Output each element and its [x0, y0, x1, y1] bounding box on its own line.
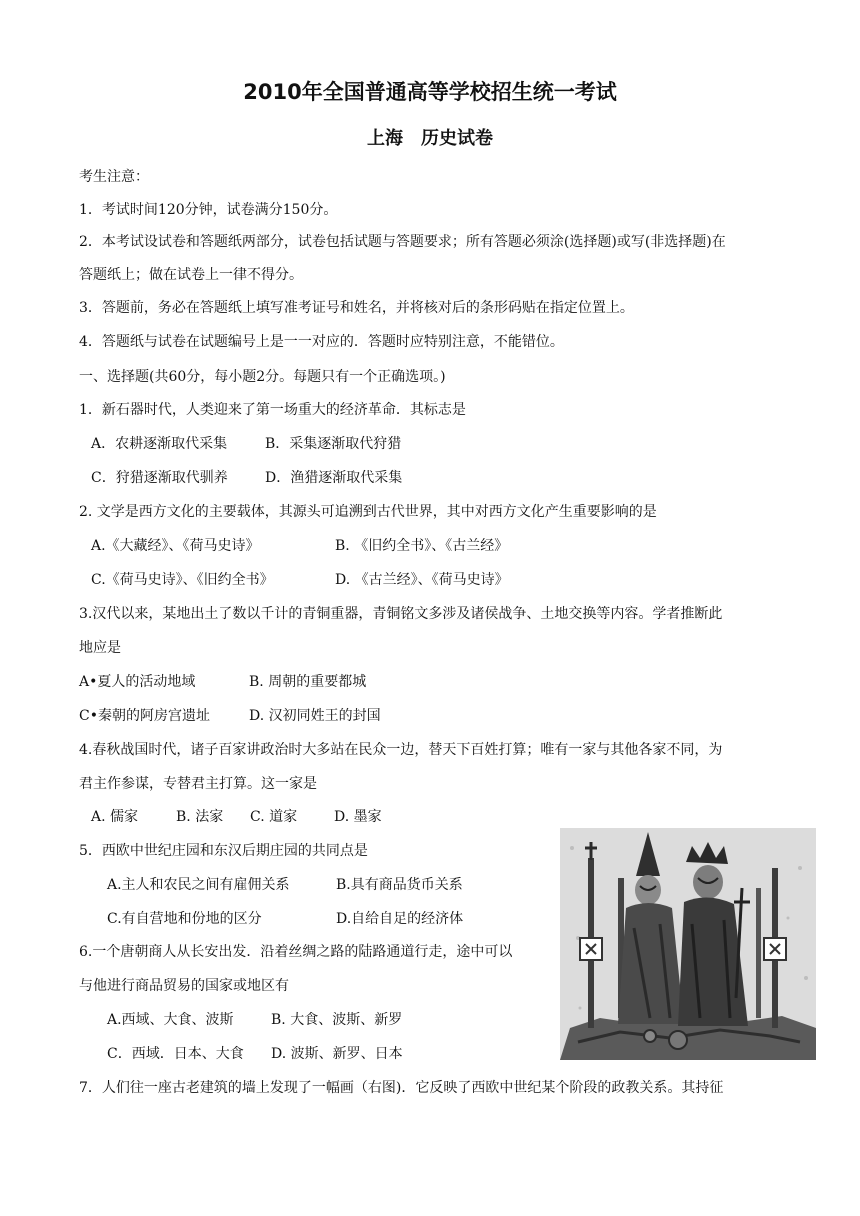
option-a: A.主人和农民之间有雇佣关系	[107, 877, 290, 893]
exam-title: 2010年全国普通高等学校招生统一考试	[243, 80, 617, 104]
option-c: C. 道家	[250, 809, 298, 825]
question-stem-cont: 地应是	[79, 640, 121, 656]
option-a: A•夏人的活动地域	[79, 674, 196, 690]
option-a: A.《大藏经》、《荷马史诗》	[91, 538, 260, 554]
notice-item: 3．答题前，务必在答题纸上填写准考证号和姓名，并将核对后的条形码贴在指定位置上。	[79, 300, 634, 316]
question-stem: 4.春秋战国时代，诸子百家讲政治时大多站在民众一边，替天下百姓打算；唯有一家与其他各家不同，为	[79, 742, 723, 758]
option-b: B. 《旧约全书》、《古兰经》	[335, 538, 509, 554]
exam-subtitle: 上海 历史试卷	[367, 128, 493, 149]
option-d: D. 汉初同姓王的封国	[249, 708, 381, 724]
question-stem-cont: 与他进行商品贸易的国家或地区有	[79, 978, 289, 994]
question-stem: 1．新石器时代，人类迎来了第一场重大的经济革命．其标志是	[79, 402, 466, 418]
option-d: D. 《古兰经》、《荷马史诗》	[335, 572, 509, 588]
option-c: C．西域．日本、大食	[107, 1046, 244, 1062]
option-b: B. 法家	[176, 809, 224, 825]
question-stem: 2. 文学是西方文化的主要载体，其源头可追溯到古代世界，其中对西方文化产生重要影响的是	[79, 504, 657, 520]
question-stem: 6.一个唐朝商人从长安出发．沿着丝绸之路的陆路通道行走，途中可以	[79, 944, 513, 960]
notice-item: 1．考试时间120分钟，试卷满分150分。	[79, 202, 338, 218]
option-a: A.西域、大食、波斯	[107, 1012, 234, 1028]
question-stem: 7．人们往一座古老建筑的墙上发现了一幅画（右图)．它反映了西欧中世纪某个阶段的政教关系。其持征	[79, 1080, 724, 1096]
option-d: D. 墨家	[334, 809, 382, 825]
option-d: D. 波斯、新罗、日本	[271, 1046, 403, 1062]
section-heading: 一、选择题(共60分，每小题2分。每题只有一个正确选项。)	[79, 369, 446, 385]
option-d: D．渔猎逐渐取代采集	[265, 470, 403, 486]
option-a: A．农耕逐渐取代采集	[91, 436, 228, 452]
two-enthroned-figures-image	[560, 828, 816, 1060]
option-b: B．采集逐渐取代狩猎	[265, 436, 402, 452]
option-c: C．狩猎逐渐取代驯养	[91, 470, 228, 486]
notice-heading: 考生注意：	[79, 169, 149, 185]
option-c: C.有自营地和份地的区分	[107, 911, 262, 927]
medieval-painting-figure	[560, 828, 816, 1060]
question-stem: 3.汉代以来，某地出土了数以千计的青铜重器，青铜铭文多涉及诸侯战争、土地交换等内容。学者推断此	[79, 606, 723, 622]
option-a: A. 儒家	[91, 809, 139, 825]
option-b: B. 周朝的重要都城	[249, 674, 367, 690]
question-stem-cont: 君主作参谋，专替君主打算。这一家是	[79, 776, 317, 792]
option-b: B. 大食、波斯、新罗	[271, 1012, 403, 1028]
option-c: C•秦朝的阿房宫遗址	[79, 708, 210, 724]
notice-item: 4．答题纸与试卷在试题编号上是一一对应的．答题时应特别注意，不能错位。	[79, 334, 564, 350]
notice-item: 答题纸上；做在试卷上一律不得分。	[79, 267, 303, 283]
question-stem: 5．西欧中世纪庄园和东汉后期庄园的共同点是	[79, 843, 368, 859]
option-c: C.《荷马史诗》、《旧约全书》	[91, 572, 274, 588]
option-b: B.具有商品货币关系	[336, 877, 463, 893]
option-d: D.自给自足的经济体	[336, 911, 464, 927]
notice-item: 2．本考试设试卷和答题纸两部分，试卷包括试题与答题要求；所有答题必须涂(选择题)或写(非选择题)在	[79, 234, 726, 250]
